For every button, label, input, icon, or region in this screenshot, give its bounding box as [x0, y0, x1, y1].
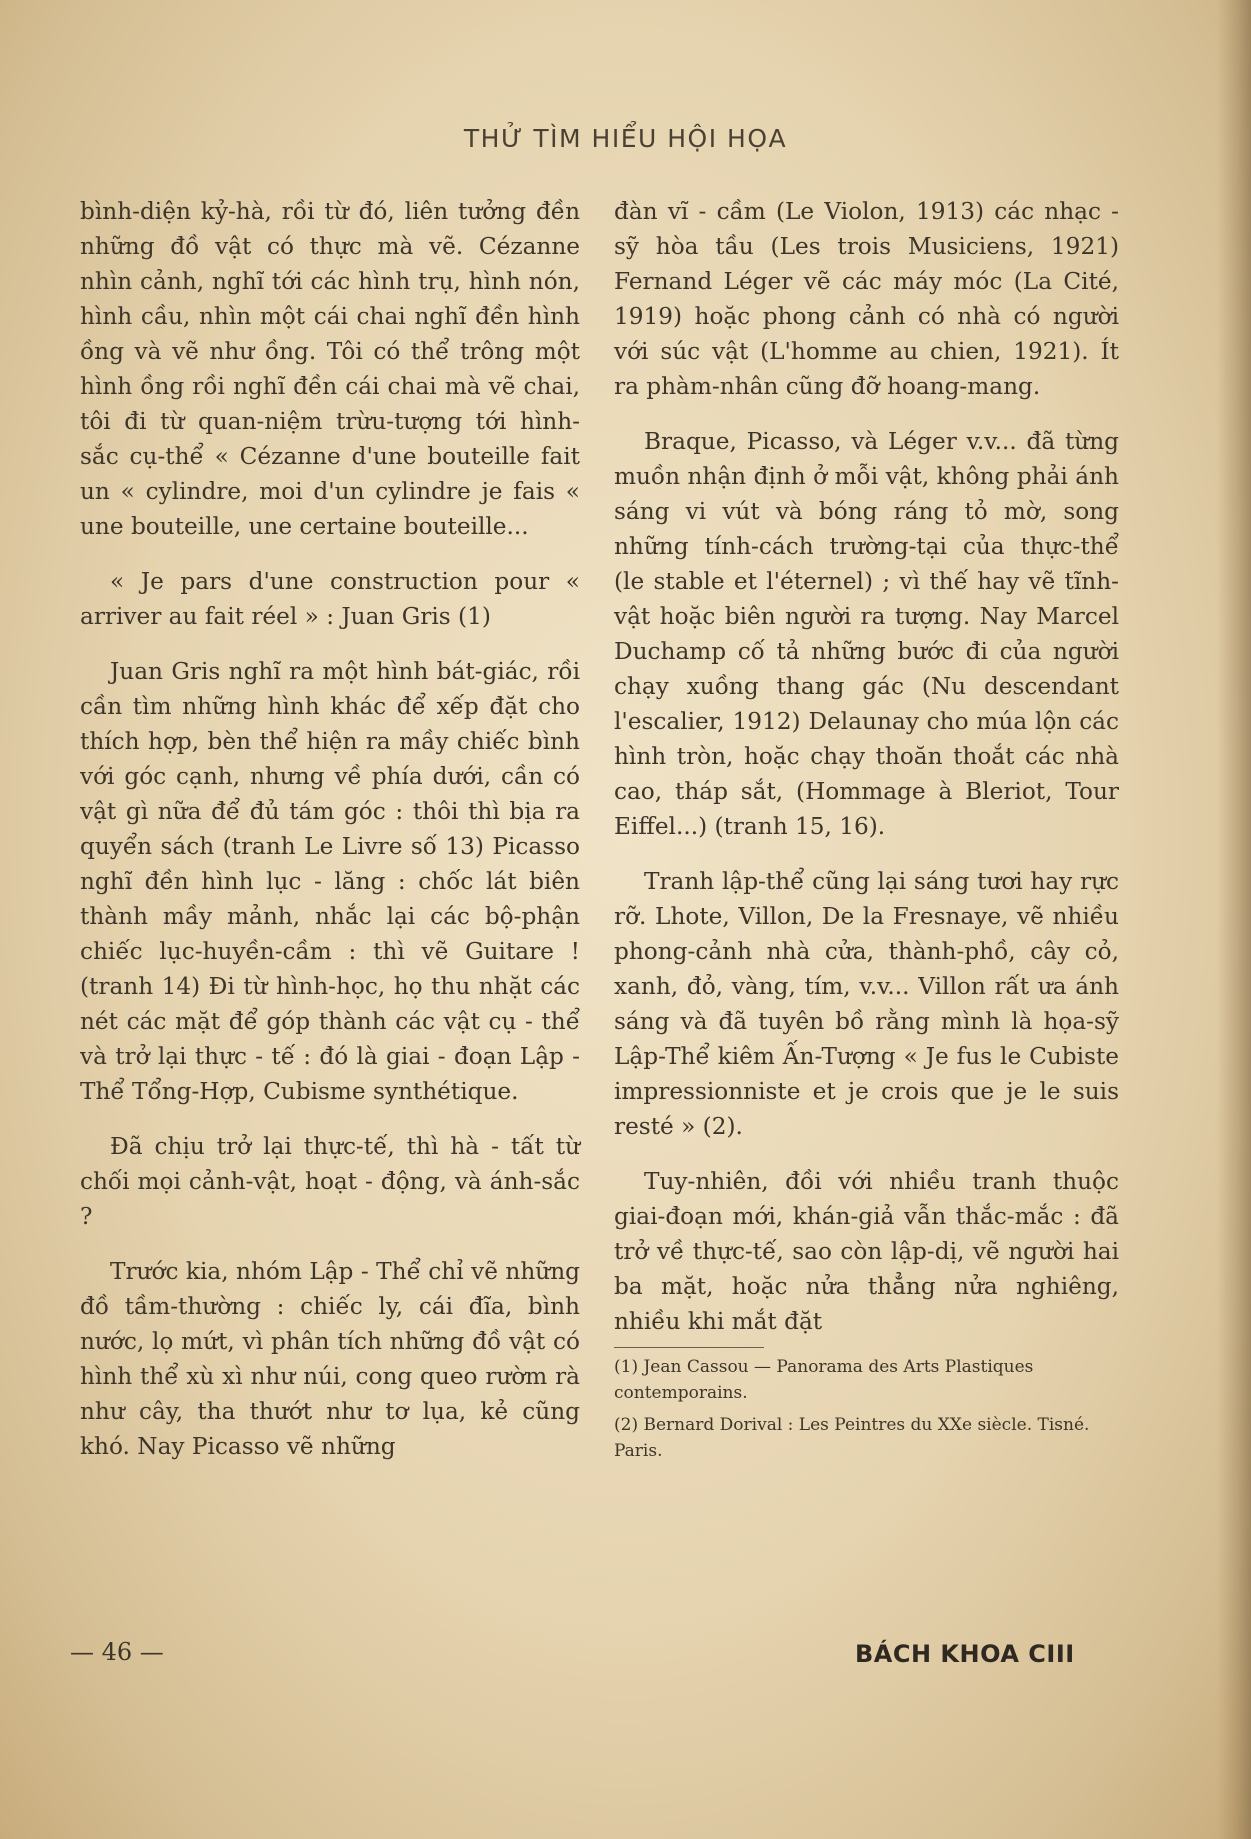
right-paragraph-4: Tuy-nhiên, đồi với nhiều tranh thuộc giai-đoạn mới, khán-giả vẫn thắc-mắc : đã trở về thực-tế, sao còn lập-dị, vẽ người hai ba mặt, hoặc nửa thẳng nửa nghiêng, nhiều khi mắt đặt	[614, 1168, 1119, 1335]
footnote-1: (1) Jean Cassou — Panorama des Arts Plastiques contemporains.	[614, 1357, 1034, 1403]
left-paragraph-4: Đã chịu trở lại thực-tế, thì hà - tất từ chối mọi cảnh-vật, hoạt - động, và ánh-sắc ?	[80, 1133, 580, 1230]
left-paragraph-1: bình-diện kỷ-hà, rồi từ đó, liên tưởng đền những đồ vật có thực mà vẽ. Cézanne nhìn cảnh, nghĩ tới các hình trụ, hình nón, hình cầu, nhìn một cái chai nghĩ đền hình ồng và vẽ như ồng. Tôi có thể trông một hình ồng rồi nghĩ đền cái chai mà vẽ chai, tôi đi từ quan-niệm trừu-tượng tới hình-sắc cụ-thể « Cézanne d'une bouteille fait un « cylindre, moi d'un cylindre je fais « une bouteille, une certaine bouteille...	[80, 198, 580, 540]
left-paragraph-3: Juan Gris nghĩ ra một hình bát-giác, rồi cần tìm những hình khác để xếp đặt cho thích hợp, bèn thể hiện ra mầy chiếc bình với góc cạnh, nhưng về phía dưới, cần có vật gì nữa để đủ tám góc : thôi thì bịa ra quyển sách (tranh Le Livre số 13) Picasso nghĩ đền hình lục - lăng : chốc lát biên thành mầy mảnh, nhắc lại các bộ-phận chiếc lục-huyền-cầm : thì vẽ Guitare ! (tranh 14) Đi từ hình-học, họ thu nhặt các nét các mặt để góp thành các vật cụ - thể và trở lại thực - tế : đó là giai - đoạn Lập - Thể Tổng-Hợp, Cubisme synthétique.	[80, 658, 580, 1105]
page-number: — 46 —	[70, 1638, 164, 1666]
left-column	[80, 194, 580, 1464]
left-paragraph-2-quote: « Je pars d'une construction pour « arriver au fait réel » : Juan Gris (1)	[80, 568, 580, 630]
right-paragraph-1: đàn vĩ - cầm (Le Violon, 1913) các nhạc - sỹ hòa tầu (Les trois Musiciens, 1921) Fernand Léger vẽ các máy móc (La Cité, 1919) hoặc phong cảnh có nhà có người với súc vật (L'homme au chien, 1921). Ít ra phàm-nhân cũng đỡ hoang-mang.	[614, 198, 1119, 400]
left-paragraph-5: Trước kia, nhóm Lập - Thể chỉ vẽ những đồ tầm-thường : chiếc ly, cái đĩa, bình nước, lọ mứt, vì phân tích những đồ vật có hình thể xù xì như núi, cong queo rườm rà như cây, tha thướt như tơ lụa, kẻ cũng khó. Nay Picasso vẽ những	[80, 1258, 580, 1460]
footnote-rule	[614, 1347, 764, 1348]
running-header: THỬ TÌM HIỂU HỘI HỌA	[463, 124, 788, 153]
magazine-name: BÁCH KHOA CIII	[855, 1640, 1075, 1668]
footnote-2: (2) Bernard Dorival : Les Peintres du XXe siècle. Tisné. Paris.	[614, 1415, 1090, 1461]
page-edge-shadow	[1217, 0, 1251, 1839]
right-paragraph-3: Tranh lập-thể cũng lại sáng tươi hay rực rỡ. Lhote, Villon, De la Fresnaye, vẽ nhiều phong-cảnh nhà cửa, thành-phồ, cây cỏ, xanh, đỏ, vàng, tím, v.v... Villon rất ưa ánh sáng và đã tuyên bồ rằng mình là họa-sỹ Lập-Thể kiêm Ấn-Tượng « Je fus le Cubiste impressionniste et je crois que je le suis resté » (2).	[614, 868, 1119, 1140]
right-column	[614, 194, 1119, 1464]
right-paragraph-2: Braque, Picasso, và Léger v.v... đã từng muồn nhận định ở mỗi vật, không phải ánh sáng vi vút và bóng ráng tỏ mờ, song những tính-cách trường-tại của thực-thể (le stable et l'éternel) ; vì thế hay vẽ tĩnh-vật hoặc biên người ra tượng. Nay Marcel Duchamp cố tả những bước đi của người chạy xuồng thang gác (Nu descendant l'escalier, 1912) Delaunay cho múa lộn các hình tròn, hoặc chạy thoăn thoắt các nhà cao, tháp sắt, (Hommage à Bleriot, Tour Eiffel...) (tranh 15, 16).	[614, 428, 1119, 840]
